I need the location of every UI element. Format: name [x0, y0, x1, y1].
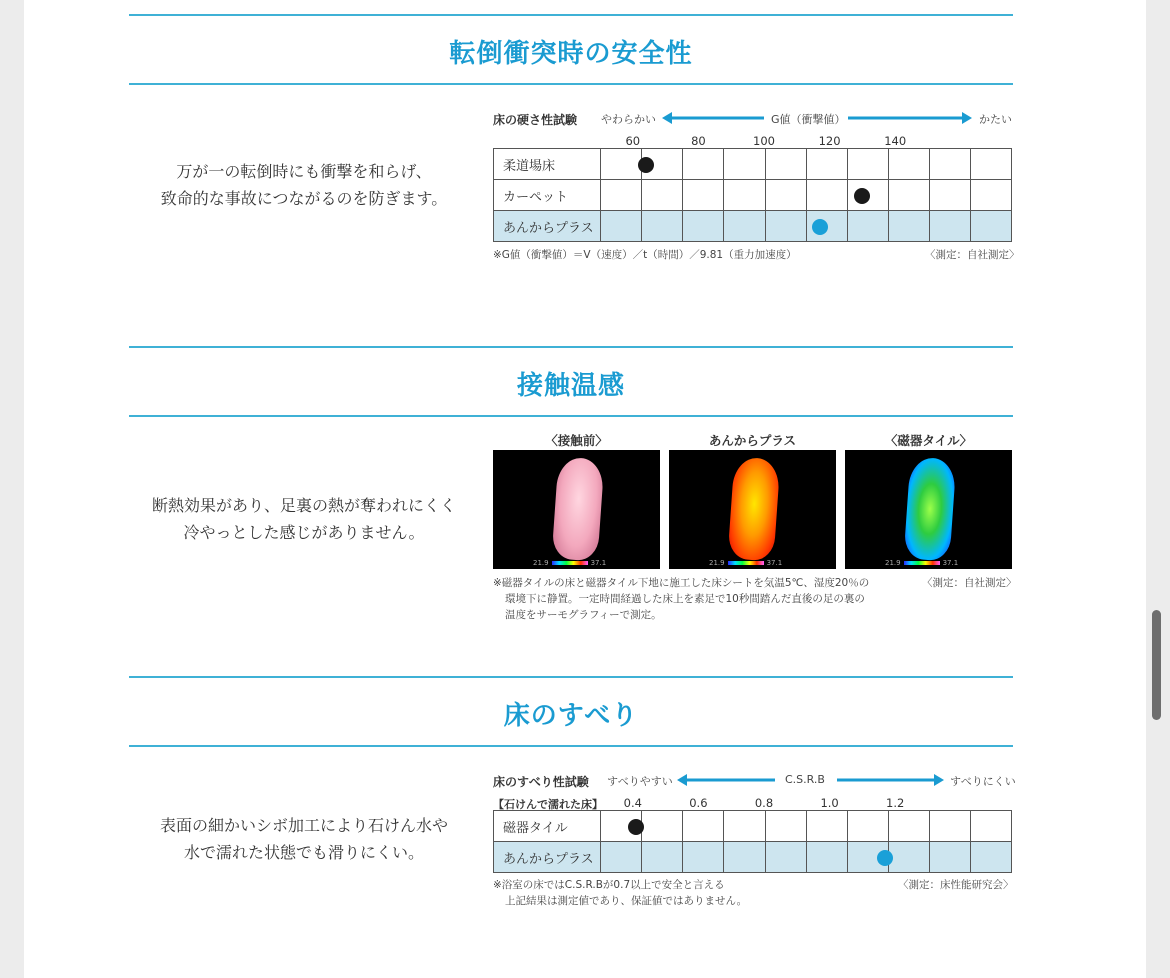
grid-cell — [683, 842, 724, 873]
grid-cell — [765, 180, 806, 211]
section-title-impact: 転倒衝突時の安全性 — [449, 39, 693, 69]
grid-cell — [888, 811, 929, 842]
grid-cell — [601, 149, 642, 180]
impact-chart-label: 床の硬さ性試験 — [493, 113, 578, 127]
impact-chart-table — [493, 148, 1012, 242]
grid-cell — [601, 211, 642, 242]
foot-shape — [727, 457, 780, 562]
row-label: カーペット — [494, 180, 601, 211]
data-point — [812, 219, 828, 235]
data-point — [638, 157, 654, 173]
grid-cell — [642, 811, 683, 842]
thermal-source: 〈測定：自社測定〉 — [922, 577, 1017, 589]
table-row — [494, 149, 1012, 180]
data-point — [628, 819, 644, 835]
scale-max: 37.1 — [942, 559, 959, 567]
scale-min: 21.9 — [709, 559, 725, 567]
table-row — [494, 211, 1012, 242]
grid-cell — [847, 211, 888, 242]
slip-note-line: ※浴室の床ではC.S.R.Bが0.7以上で安全と言える — [493, 879, 725, 891]
grid-cell — [642, 180, 683, 211]
grid-cell — [888, 180, 929, 211]
grid-cell — [683, 149, 724, 180]
impact-note: ※G値（衝撃値）＝V（速度）／t（時間）／9.81（重力加速度） — [493, 249, 797, 261]
table-row — [494, 180, 1012, 211]
grid-cell — [888, 149, 929, 180]
tick-label: 120 — [818, 134, 841, 148]
row-label: 磁器タイル — [494, 811, 601, 842]
scale-max: 37.1 — [766, 559, 783, 567]
arrow-left-icon — [677, 774, 687, 786]
table-row — [494, 842, 1012, 873]
grid-cell — [724, 811, 765, 842]
grid-cell — [601, 180, 642, 211]
tick-label: 140 — [884, 134, 907, 148]
thermal-note-line: ※磁器タイルの床と磁器タイル下地に施工した床シートを気温5℃、湿度20％の — [493, 577, 870, 589]
grid-cell — [765, 811, 806, 842]
thermography-tile-image — [845, 450, 1012, 569]
grid-cell — [970, 811, 1011, 842]
thermal-note-line: 温度をサーモグラフィーで測定。 — [505, 609, 662, 621]
impact-source: 〈測定：自社測定〉 — [925, 249, 1020, 261]
thermography-product-image — [669, 450, 836, 569]
grid-cell — [847, 811, 888, 842]
grid-cell — [724, 180, 765, 211]
impact-description-line: 致命的な事故につながるのを防ぎます。 — [160, 189, 448, 208]
row-label: 柔道場床 — [494, 149, 601, 180]
grid-cell — [970, 211, 1011, 242]
section-rule — [129, 745, 1013, 747]
impact-description-line: 万が一の転倒時にも衝撃を和らげ、 — [176, 162, 432, 181]
temp-scale — [885, 559, 958, 567]
grid-cell — [724, 211, 765, 242]
temp-scale — [533, 559, 606, 567]
thermography-before-image — [493, 450, 660, 569]
thermal-note — [493, 575, 869, 623]
grid-cell — [929, 842, 970, 873]
grid-cell — [765, 842, 806, 873]
grid-cell — [806, 149, 847, 180]
grid-cell — [724, 149, 765, 180]
scale-max: 37.1 — [590, 559, 607, 567]
tick-label: 0.4 — [623, 796, 642, 810]
grid-cell — [724, 842, 765, 873]
slip-right-word: すべりにくい — [950, 775, 1016, 788]
temp-scale — [709, 559, 782, 567]
foot-shape — [551, 457, 604, 562]
impact-description — [129, 158, 479, 212]
grid-cell — [929, 180, 970, 211]
section-title-slip: 床のすべり — [503, 701, 639, 731]
section-rule — [129, 83, 1013, 85]
arrow-right-icon — [934, 774, 944, 786]
grid-cell — [847, 149, 888, 180]
data-point — [854, 188, 870, 204]
section-rule — [129, 14, 1013, 16]
impact-right-word: かたい — [979, 113, 1012, 126]
slip-note — [493, 877, 747, 909]
tick-label: 1.2 — [886, 796, 905, 810]
grid-cell — [601, 842, 642, 873]
row-label: あんからプラス — [494, 211, 601, 242]
grid-cell — [806, 811, 847, 842]
thermo-caption-before: 〈接触前〉 — [545, 433, 608, 448]
arrow-left-icon — [662, 112, 672, 124]
slip-description-line: 水で濡れた状態でも滑りにくい。 — [183, 843, 424, 862]
grid-cell — [806, 842, 847, 873]
row-label: あんからプラス — [494, 842, 601, 873]
section-rule — [129, 676, 1013, 678]
scale-min: 21.9 — [533, 559, 549, 567]
arrow-left-shaft — [686, 779, 775, 782]
grid-cell — [970, 180, 1011, 211]
tick-label: 1.0 — [820, 796, 839, 810]
slip-note-line: 上記結果は測定値であり、保証値ではありません。 — [505, 895, 748, 907]
thermal-description-line: 断熱効果があり、足裏の熱が奪われにくく — [151, 496, 456, 515]
thermo-caption-product: あんからプラス — [708, 433, 797, 448]
tick-label: 80 — [691, 134, 706, 148]
slip-center-word: C.S.R.B — [785, 773, 825, 786]
section-title-thermal: 接触温感 — [516, 371, 625, 401]
slip-description-line: 表面の細かいシボ加工により石けん水や — [159, 816, 448, 835]
grid-cell — [642, 211, 683, 242]
grid-cell — [929, 811, 970, 842]
arrow-right-shaft — [848, 117, 963, 120]
grid-cell — [642, 842, 683, 873]
grid-cell — [970, 842, 1011, 873]
slip-source: 〈測定：床性能研究会〉 — [898, 879, 1014, 891]
grid-cell — [888, 842, 929, 873]
thermal-note-line: 環境下に静置。一定時間経過した床上を素足で10秒間踏んだ直後の足の裏の — [505, 593, 865, 605]
slip-description — [129, 812, 479, 866]
tick-label: 60 — [625, 134, 641, 148]
tick-label: 100 — [753, 134, 775, 148]
slip-sub-label: 【石けんで濡れた床】 — [493, 798, 603, 811]
scrollbar-thumb[interactable] — [1152, 610, 1161, 720]
grid-cell — [970, 149, 1011, 180]
slip-chart-label: 床のすべり性試験 — [493, 775, 589, 789]
arrow-left-shaft — [671, 117, 764, 120]
table-row — [494, 811, 1012, 842]
thermo-caption-tile: 〈磁器タイル〉 — [884, 433, 973, 448]
grid-cell — [929, 211, 970, 242]
tick-label: 0.6 — [689, 796, 708, 810]
grid-cell — [765, 149, 806, 180]
grid-cell — [683, 211, 724, 242]
impact-left-word: やわらかい — [601, 113, 656, 126]
scale-min: 21.9 — [885, 559, 901, 567]
arrow-right-shaft — [837, 779, 935, 782]
foot-shape — [903, 457, 956, 562]
section-rule — [129, 346, 1013, 348]
impact-center-word: G値（衝撃値） — [771, 113, 846, 126]
grid-cell — [929, 149, 970, 180]
grid-cell — [683, 180, 724, 211]
thermal-description-line: 冷やっとした感じがありません。 — [183, 523, 425, 542]
data-point — [877, 850, 893, 866]
grid-cell — [765, 211, 806, 242]
grid-cell — [683, 811, 724, 842]
thermal-description — [129, 492, 479, 546]
arrow-right-icon — [962, 112, 972, 124]
slip-chart-table — [493, 810, 1012, 873]
grid-cell — [806, 180, 847, 211]
tick-label: 0.8 — [754, 796, 774, 810]
grid-cell — [888, 211, 929, 242]
section-rule — [129, 415, 1013, 417]
slip-left-word: すべりやすい — [607, 775, 673, 788]
